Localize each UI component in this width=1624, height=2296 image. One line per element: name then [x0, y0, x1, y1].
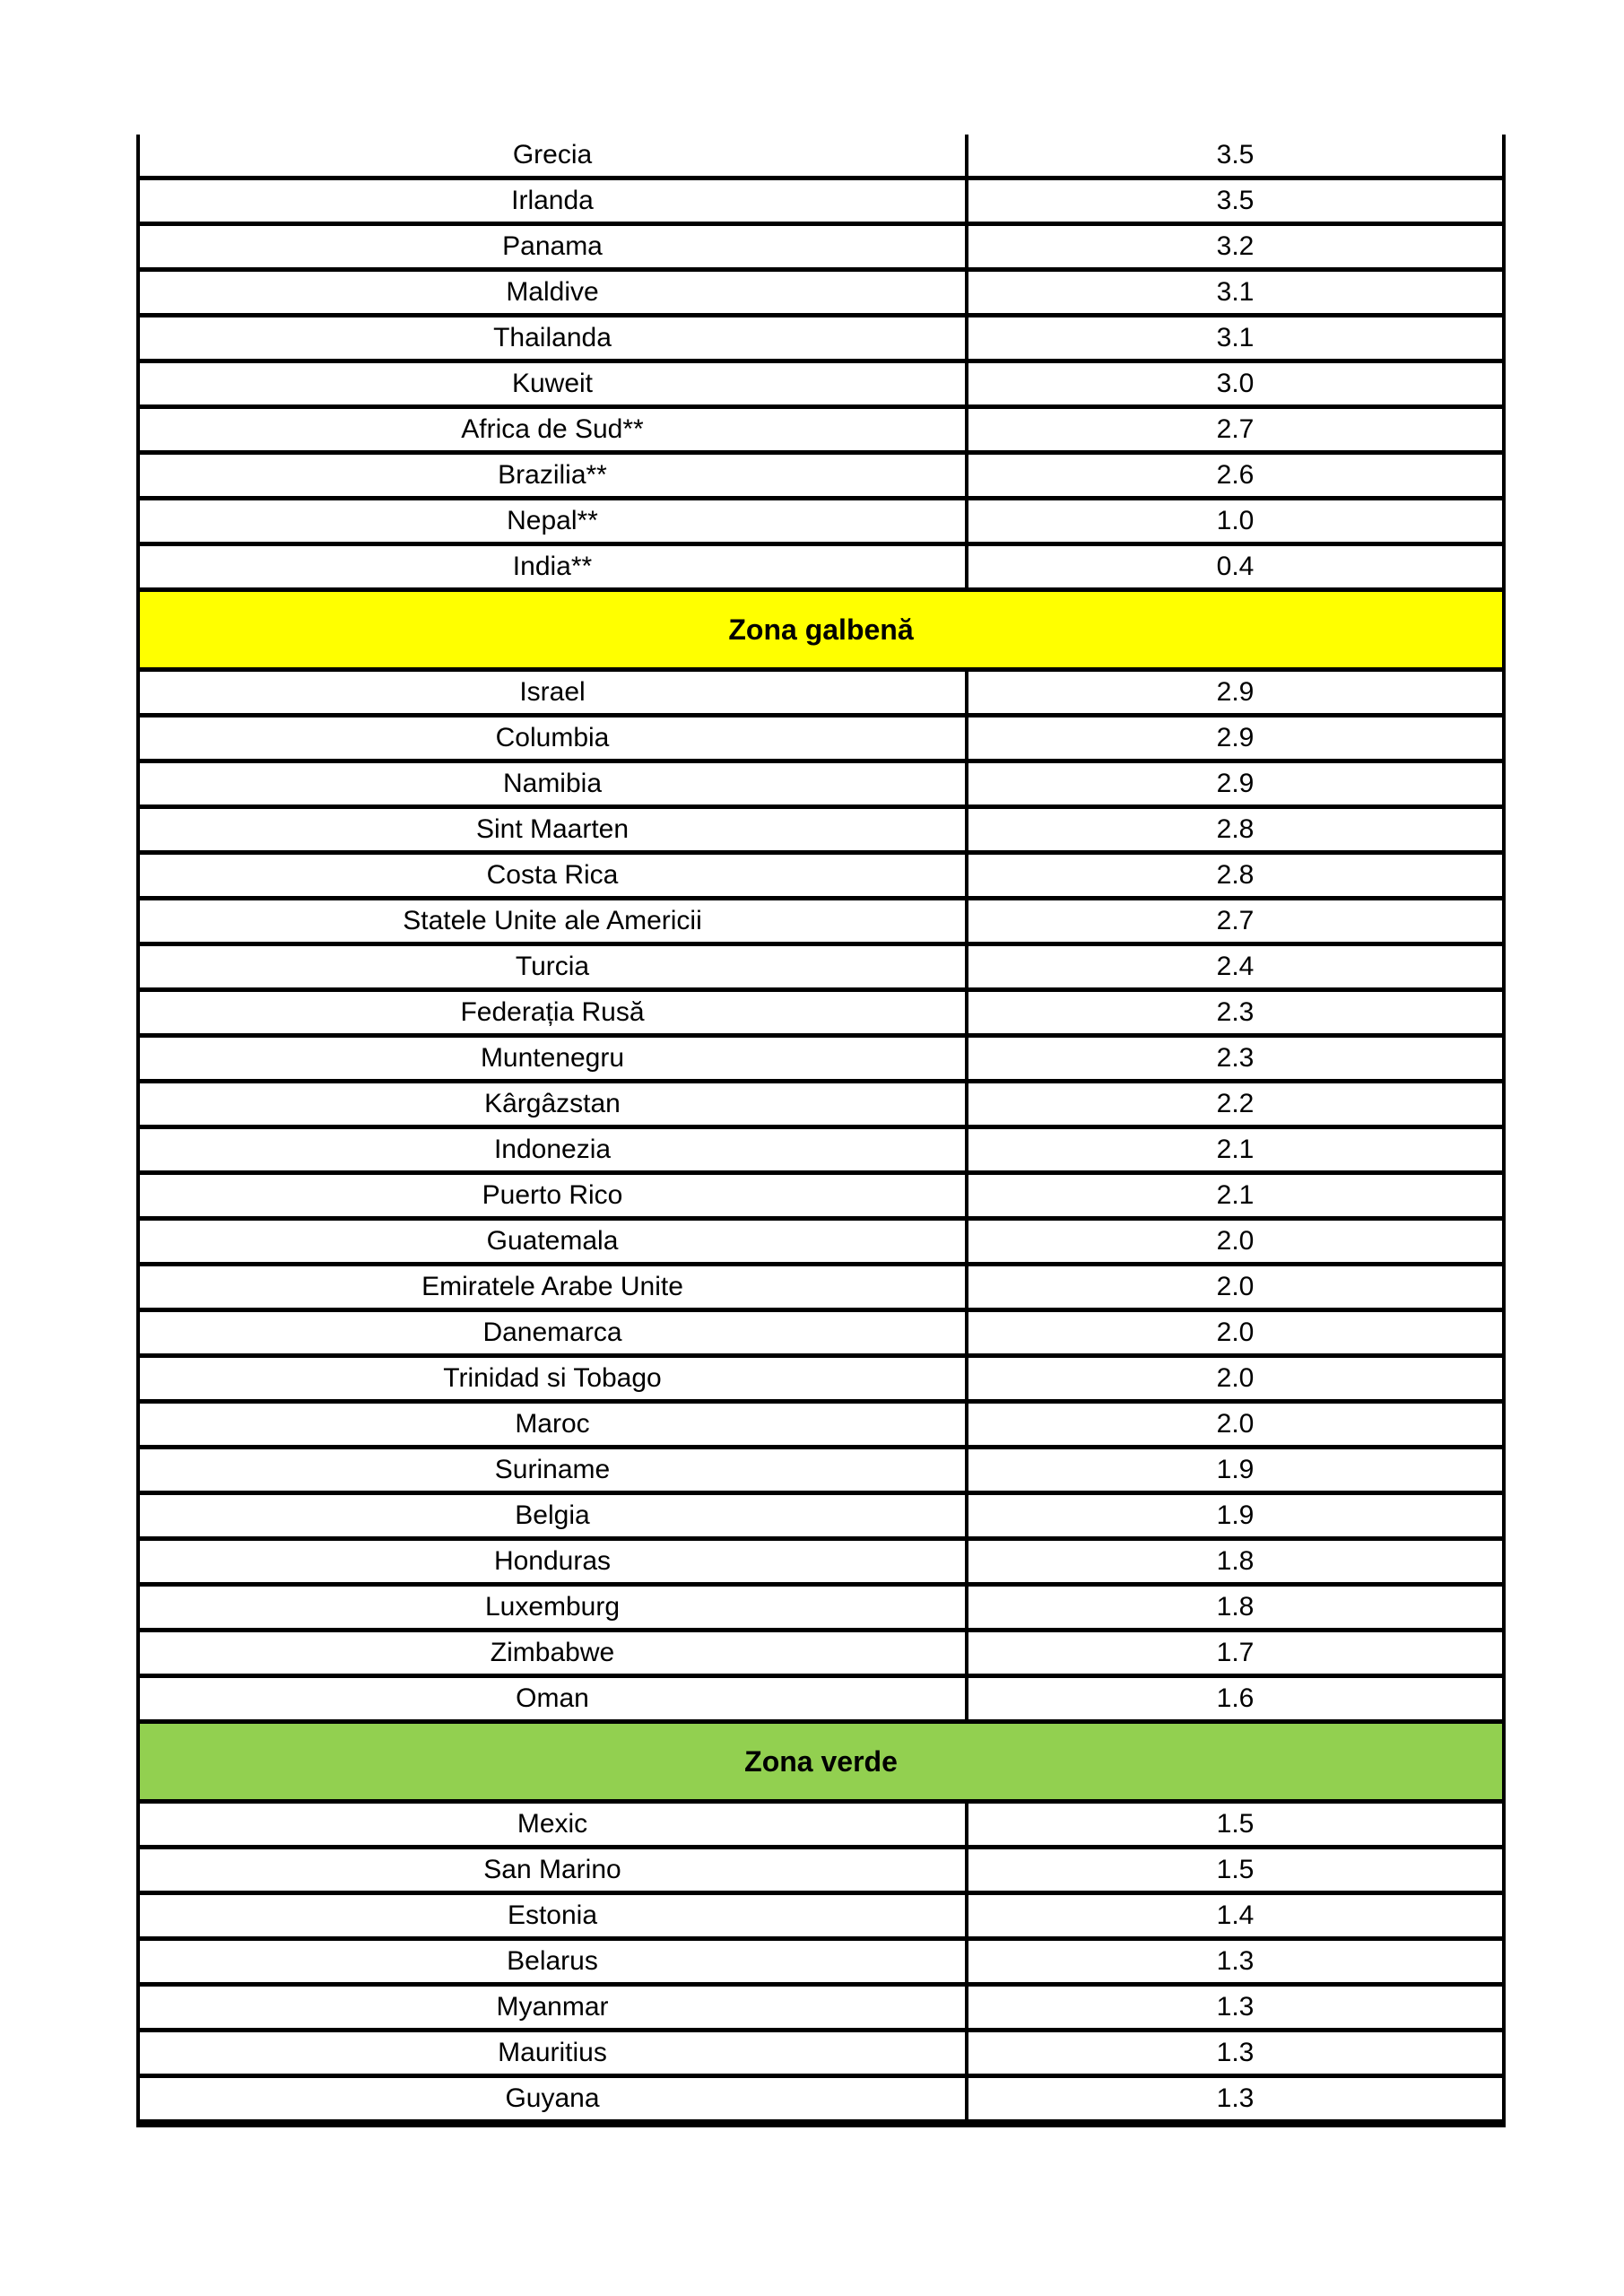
country-cell: Kuweit — [138, 361, 967, 407]
value-cell: 2.7 — [967, 899, 1504, 944]
value-cell: 1.3 — [967, 1939, 1504, 1985]
country-cell: Israel — [138, 670, 967, 716]
value-cell: 1.0 — [967, 499, 1504, 544]
country-cell: Puerto Rico — [138, 1173, 967, 1219]
value-cell: 2.8 — [967, 807, 1504, 853]
value-cell: 2.0 — [967, 1219, 1504, 1265]
country-cell: India** — [138, 544, 967, 590]
table-row — [138, 544, 1504, 590]
country-cell: Irlanda — [138, 178, 967, 224]
value-cell: 1.7 — [967, 1631, 1504, 1676]
value-cell: 1.9 — [967, 1493, 1504, 1539]
country-cell: San Marino — [138, 1848, 967, 1893]
value-cell: 0.4 — [967, 544, 1504, 590]
value-cell: 2.9 — [967, 670, 1504, 716]
table-row — [138, 407, 1504, 453]
table-row — [138, 761, 1504, 807]
table-row — [138, 453, 1504, 499]
country-cell: Belarus — [138, 1939, 967, 1985]
table-row — [138, 716, 1504, 761]
table-row — [138, 899, 1504, 944]
value-cell: 1.3 — [967, 2076, 1504, 2124]
table-row — [138, 135, 1504, 178]
country-cell: Namibia — [138, 761, 967, 807]
value-cell: 2.9 — [967, 716, 1504, 761]
table-row — [138, 1356, 1504, 1402]
table-row — [138, 1676, 1504, 1722]
value-cell: 3.0 — [967, 361, 1504, 407]
country-cell: Thailanda — [138, 316, 967, 361]
country-cell: Trinidad si Tobago — [138, 1356, 967, 1402]
value-cell: 2.1 — [967, 1173, 1504, 1219]
table-row — [138, 1448, 1504, 1493]
value-cell: 2.4 — [967, 944, 1504, 990]
country-cell: Africa de Sud** — [138, 407, 967, 453]
country-cell: Grecia — [138, 135, 967, 178]
value-cell: 3.1 — [967, 316, 1504, 361]
value-cell: 3.1 — [967, 270, 1504, 316]
country-cell: Myanmar — [138, 1985, 967, 2031]
country-cell: Honduras — [138, 1539, 967, 1585]
country-cell: Luxemburg — [138, 1585, 967, 1631]
value-cell: 1.9 — [967, 1448, 1504, 1493]
country-cell: Brazilia** — [138, 453, 967, 499]
table-row — [138, 316, 1504, 361]
value-cell: 3.2 — [967, 224, 1504, 270]
country-cell: Zimbabwe — [138, 1631, 967, 1676]
country-cell: Muntenegru — [138, 1036, 967, 1082]
table-row — [138, 1173, 1504, 1219]
value-cell: 2.0 — [967, 1402, 1504, 1448]
zone-header-green: Zona verde — [138, 1722, 1504, 1802]
table-row — [138, 1939, 1504, 1985]
table-row — [138, 1893, 1504, 1939]
table-row — [138, 1310, 1504, 1356]
country-cell: Turcia — [138, 944, 967, 990]
country-incidence-table — [136, 135, 1506, 2127]
value-cell: 1.5 — [967, 1802, 1504, 1848]
table-row — [138, 1265, 1504, 1310]
country-cell: Emiratele Arabe Unite — [138, 1265, 967, 1310]
value-cell: 3.5 — [967, 135, 1504, 178]
table-row — [138, 1402, 1504, 1448]
country-cell: Costa Rica — [138, 853, 967, 899]
country-cell: Federația Rusă — [138, 990, 967, 1036]
table-row — [138, 1585, 1504, 1631]
table-row — [138, 499, 1504, 544]
value-cell: 2.3 — [967, 990, 1504, 1036]
country-cell: Belgia — [138, 1493, 967, 1539]
table-row — [138, 853, 1504, 899]
table-row — [138, 224, 1504, 270]
table-row — [138, 1493, 1504, 1539]
country-cell: Maroc — [138, 1402, 967, 1448]
table-row — [138, 1036, 1504, 1082]
table-row — [138, 1985, 1504, 2031]
table-row — [138, 1219, 1504, 1265]
table-row — [138, 178, 1504, 224]
table-row — [138, 270, 1504, 316]
table-row — [138, 1848, 1504, 1893]
country-cell: Kârgâzstan — [138, 1082, 967, 1127]
value-cell: 1.6 — [967, 1676, 1504, 1722]
country-cell: Columbia — [138, 716, 967, 761]
table-body — [138, 135, 1504, 2124]
table-row — [138, 1631, 1504, 1676]
table-row — [138, 2076, 1504, 2124]
table-row — [138, 944, 1504, 990]
country-cell: Guyana — [138, 2076, 967, 2124]
country-cell: Sint Maarten — [138, 807, 967, 853]
country-cell: Oman — [138, 1676, 967, 1722]
country-cell: Indonezia — [138, 1127, 967, 1173]
zone-header-yellow: Zona galbenă — [138, 590, 1504, 670]
value-cell: 1.4 — [967, 1893, 1504, 1939]
country-cell: Panama — [138, 224, 967, 270]
country-cell: Maldive — [138, 270, 967, 316]
table-row — [138, 807, 1504, 853]
zone-header-row — [138, 1722, 1504, 1802]
country-cell: Suriname — [138, 1448, 967, 1493]
country-cell: Guatemala — [138, 1219, 967, 1265]
value-cell: 2.2 — [967, 1082, 1504, 1127]
table-row — [138, 1127, 1504, 1173]
value-cell: 2.9 — [967, 761, 1504, 807]
country-cell: Mexic — [138, 1802, 967, 1848]
table-row — [138, 990, 1504, 1036]
zone-header-row — [138, 590, 1504, 670]
table-row — [138, 2031, 1504, 2076]
value-cell: 1.5 — [967, 1848, 1504, 1893]
value-cell: 1.3 — [967, 2031, 1504, 2076]
value-cell: 2.8 — [967, 853, 1504, 899]
country-cell: Danemarca — [138, 1310, 967, 1356]
value-cell: 2.0 — [967, 1310, 1504, 1356]
country-incidence-table-wrap — [136, 135, 1502, 2127]
table-row — [138, 1539, 1504, 1585]
country-cell: Statele Unite ale Americii — [138, 899, 967, 944]
table-row — [138, 1802, 1504, 1848]
value-cell: 2.7 — [967, 407, 1504, 453]
value-cell: 2.0 — [967, 1265, 1504, 1310]
table-row — [138, 1082, 1504, 1127]
country-cell: Nepal** — [138, 499, 967, 544]
value-cell: 1.3 — [967, 1985, 1504, 2031]
value-cell: 2.3 — [967, 1036, 1504, 1082]
table-row — [138, 361, 1504, 407]
value-cell: 3.5 — [967, 178, 1504, 224]
value-cell: 2.0 — [967, 1356, 1504, 1402]
value-cell: 2.6 — [967, 453, 1504, 499]
value-cell: 2.1 — [967, 1127, 1504, 1173]
table-row — [138, 670, 1504, 716]
value-cell: 1.8 — [967, 1539, 1504, 1585]
country-cell: Mauritius — [138, 2031, 967, 2076]
country-cell: Estonia — [138, 1893, 967, 1939]
value-cell: 1.8 — [967, 1585, 1504, 1631]
